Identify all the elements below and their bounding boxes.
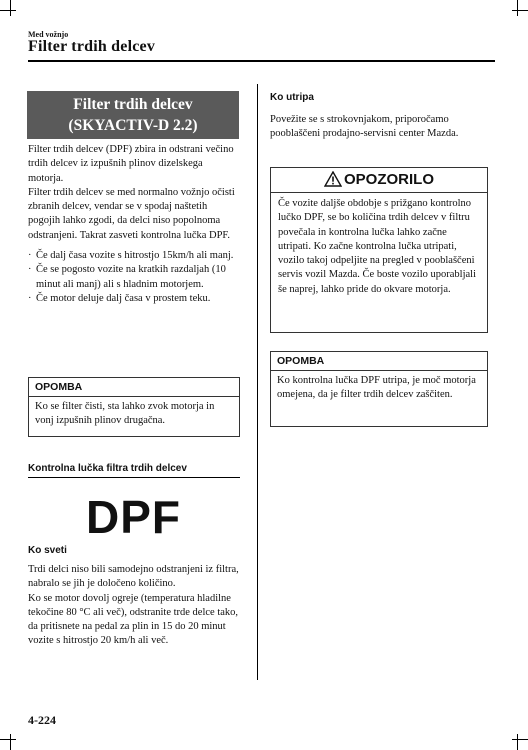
warning-triangle-icon — [324, 171, 342, 187]
note-label: OPOMBA — [271, 352, 487, 371]
header-rule — [28, 60, 495, 62]
conditions-list — [28, 249, 240, 306]
crop-mark — [0, 739, 16, 740]
note-text: Ko se filter čisti, sta lahko zvok motorja in vonj izpušnih plinov drugačna. — [35, 401, 215, 427]
crop-mark — [0, 10, 16, 11]
page-number: 4-224 — [28, 713, 56, 727]
indicator-heading-rule — [28, 477, 240, 478]
note-box-left — [28, 377, 240, 437]
section-label: Med vožnjo — [28, 30, 69, 39]
intro-text — [28, 143, 240, 306]
note-text: Ko kontrolna lučka DPF utripa, je moč motorja omejena, da je filter trdih delcev zaščiten. — [277, 375, 476, 401]
warning-header — [271, 168, 487, 193]
crop-mark — [512, 10, 528, 11]
note-label: OPOMBA — [29, 378, 239, 397]
note-box-right — [270, 351, 488, 427]
intro-paragraph-2: Filter trdih delcev se med normalno vožnjo očisti zbranih delcev, vendar se v spodaj naštetih pogojih lahko zgodi, da delci niso popolnoma odstranjeni. Takrat zasveti kontrolna lučka DPF. — [28, 186, 235, 241]
lit-paragraph-2: Ko se motor dovolj ogreje (temperatura hladilne tekočine 80 °C ali več), odstranite trde delce tako, da pritisnete na pedal za plin in 15 do 20 minut vozite s hitrostjo 20 km/h ali več. — [28, 592, 239, 647]
page-title: Filter trdih delcev — [28, 38, 156, 55]
crop-mark — [10, 0, 11, 16]
warning-box — [270, 167, 488, 333]
warning-text: Če vozite daljše obdobje s prižgano kontrolno lučko DPF, se bo količina trdih delcev v filtru povečala in kontrolna lučka lahko začne utripati. Ko začne kontrolna lučka utripati, vozilo takoj odpeljite na pregled v pooblaščeni servis vozil Mazda. Če boste vozilo uporabljali še naprej, lahko pride do okvare motorja. — [278, 198, 476, 295]
crop-mark — [517, 734, 518, 750]
indicator-heading: Kontrolna lučka filtra trdih delcev — [28, 463, 187, 474]
list-item: · Če dalj časa vozite s hitrostjo 15km/h ali manj. — [28, 249, 240, 263]
section-heading-line2: (SKYACTIV-D 2.2) — [68, 117, 198, 134]
blink-heading: Ko utripa — [270, 92, 314, 103]
column-divider — [257, 84, 258, 680]
warning-label: OPOZORILO — [344, 171, 434, 188]
section-heading-box — [27, 91, 239, 139]
crop-mark — [517, 0, 518, 16]
lit-paragraph-1: Trdi delci niso bili samodejno odstranjeni iz filtra, nabralo se jih je določeno količino. — [28, 564, 239, 590]
lit-text — [28, 563, 240, 649]
blink-text: Povežite se s strokovnjakom, priporočamo pooblaščeni prodajno-servisni center Mazda. — [270, 114, 459, 140]
list-item: · Če motor deluje dalj časa v prostem teku. — [28, 292, 240, 306]
intro-paragraph-1: Filter trdih delcev (DPF) zbira in odstrani večino trdih delcev iz izpušnih plinov dizelskega motorja. — [28, 144, 234, 184]
crop-mark — [10, 734, 11, 750]
crop-mark — [512, 739, 528, 740]
lit-heading: Ko sveti — [28, 545, 67, 556]
section-heading-line1: Filter trdih delcev — [73, 96, 193, 113]
dpf-indicator-symbol: DPF — [86, 491, 181, 543]
list-item: · Če se pogosto vozite na kratkih razdaljah (10 minut ali manj) ali s hladnim motorjem. — [28, 263, 240, 292]
